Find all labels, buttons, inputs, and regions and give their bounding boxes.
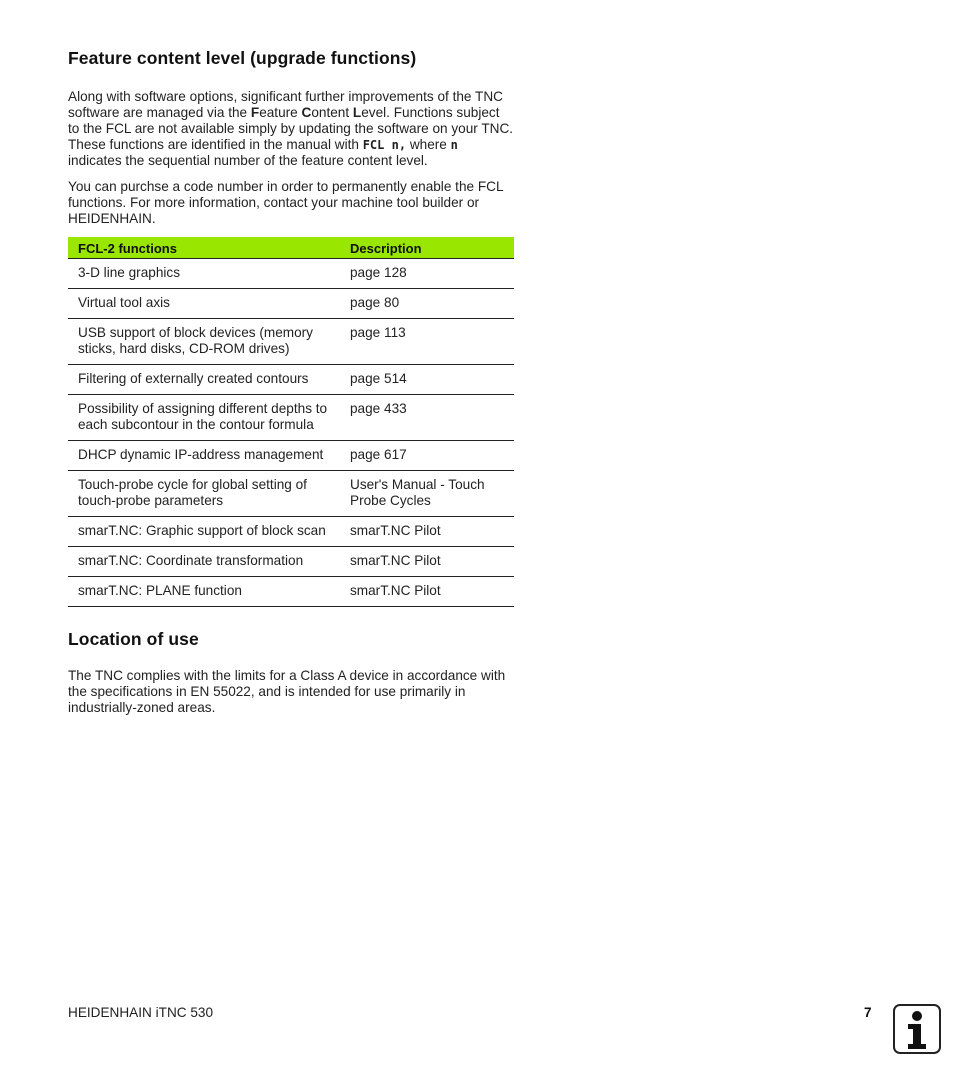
- table-cell-description: page 433: [341, 395, 514, 441]
- table-row: [68, 289, 514, 319]
- intro-text-6: indicates the sequential number of the feature content level.: [68, 153, 428, 168]
- section-heading-location: Location of use: [68, 629, 199, 649]
- table-cell-function: Filtering of externally created contours: [68, 365, 341, 395]
- intro-l-letter: L: [352, 105, 362, 120]
- intro-text-1: Along with software options, significant further improvements of the TNC software are managed via the: [68, 89, 503, 120]
- location-paragraph: The TNC complies with the limits for a Class A device in accordance with the specifications in EN 55022, and is intended for use primarily in industrially-zoned areas.: [68, 668, 506, 715]
- intro-c-letter: C: [301, 105, 312, 120]
- intro-f-letter: F: [250, 105, 260, 120]
- table-cell-description: smarT.NC Pilot: [341, 577, 514, 607]
- table-cell-function: Possibility of assigning different depths to each subcontour in the contour formula: [68, 395, 341, 441]
- table-row: [68, 471, 514, 517]
- intro-text-3: ontent: [311, 105, 353, 120]
- table-row: [68, 395, 514, 441]
- intro-text-5: where: [406, 137, 451, 152]
- info-icon: [893, 1004, 941, 1054]
- intro-paragraph: [68, 89, 514, 169]
- intro-code-fcl: FCL n,: [362, 138, 407, 152]
- table-cell-description: smarT.NC Pilot: [341, 547, 514, 577]
- section-heading-fcl: Feature content level (upgrade functions): [68, 48, 417, 68]
- table-header-functions: FCL-2 functions: [68, 237, 341, 259]
- table-cell-description: page 80: [341, 289, 514, 319]
- table-cell-function: USB support of block devices (memory sticks, hard disks, CD-ROM drives): [68, 319, 341, 365]
- table-cell-description: page 128: [341, 259, 514, 289]
- purchase-paragraph: You can purchse a code number in order to permanently enable the FCL functions. For more information, contact your machine tool builder or HEIDENHAIN.: [68, 179, 504, 226]
- page-content: [68, 48, 514, 716]
- table-cell-function: 3-D line graphics: [68, 259, 341, 289]
- table-cell-description: page 113: [341, 319, 514, 365]
- intro-code-n: n: [450, 138, 458, 152]
- table-row: [68, 577, 514, 607]
- table-header-row: [68, 237, 514, 259]
- table-cell-function: smarT.NC: Graphic support of block scan: [68, 517, 341, 547]
- table-row: [68, 319, 514, 365]
- table-row: [68, 517, 514, 547]
- table-cell-description: smarT.NC Pilot: [341, 517, 514, 547]
- intro-text-4: evel. Functions subject to the FCL are not available simply by updating the software on your TNC. These functions are identified in the manual with: [68, 105, 514, 152]
- table-cell-function: Virtual tool axis: [68, 289, 341, 319]
- table-cell-function: Touch-probe cycle for global setting of touch-probe parameters: [68, 471, 341, 517]
- footer-title: HEIDENHAIN iTNC 530: [68, 1005, 214, 1020]
- table-row: [68, 547, 514, 577]
- table-row: [68, 365, 514, 395]
- page-number: 7: [864, 1005, 872, 1020]
- table-cell-description: page 617: [341, 441, 514, 471]
- table-cell-description: page 514: [341, 365, 514, 395]
- intro-text-2: eature: [259, 105, 302, 120]
- fcl-functions-table: [68, 237, 514, 607]
- info-glyph: [895, 1006, 939, 1052]
- table-cell-function: DHCP dynamic IP-address management: [68, 441, 341, 471]
- table-row: [68, 259, 514, 289]
- table-cell-description: User's Manual - Touch Probe Cycles: [341, 471, 514, 517]
- table-cell-function: smarT.NC: Coordinate transformation: [68, 547, 341, 577]
- table-cell-function: smarT.NC: PLANE function: [68, 577, 341, 607]
- table-row: [68, 441, 514, 471]
- table-header-description: Description: [341, 237, 514, 259]
